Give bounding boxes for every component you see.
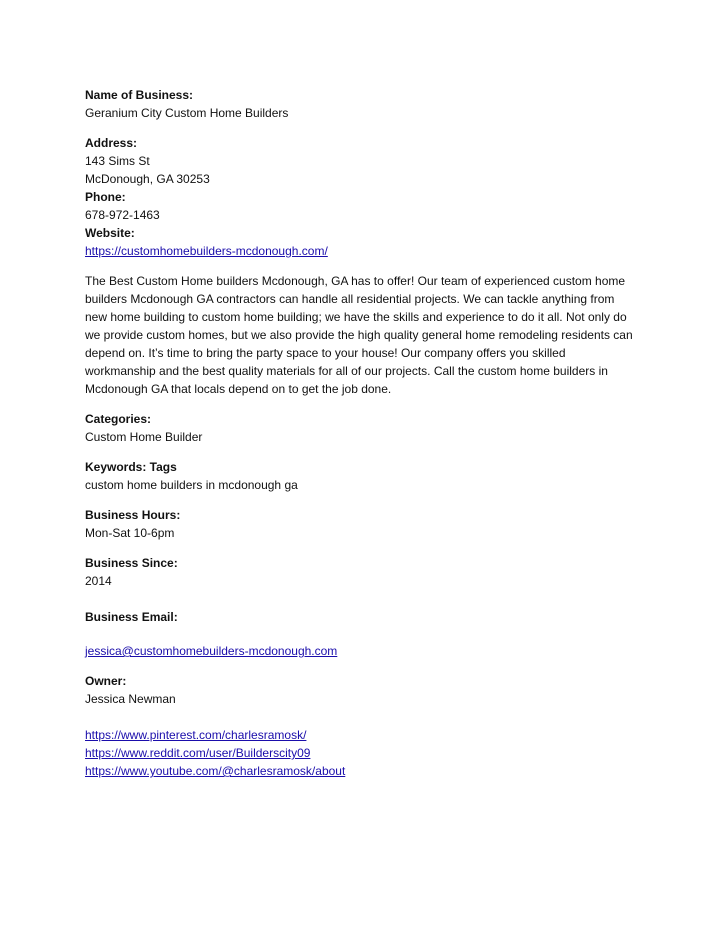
business-name-label: Name of Business: bbox=[85, 88, 194, 102]
social-links bbox=[85, 726, 637, 780]
youtube-link[interactable]: https://www.youtube.com/@charlesramosk/about bbox=[85, 764, 346, 778]
business-listing bbox=[85, 86, 637, 780]
categories-value: Custom Home Builder bbox=[85, 430, 203, 444]
business-hours-value: Mon-Sat 10-6pm bbox=[85, 526, 175, 540]
phone-number: 678-972-1463 bbox=[85, 208, 160, 222]
categories-label: Categories: bbox=[85, 412, 152, 426]
business-since-label: Business Since: bbox=[85, 556, 178, 570]
reddit-link[interactable]: https://www.reddit.com/user/Builderscity09 bbox=[85, 746, 311, 760]
pinterest-link[interactable]: https://www.pinterest.com/charlesramosk/ bbox=[85, 728, 307, 742]
keywords-label: Keywords: Tags bbox=[85, 460, 177, 474]
business-email-link[interactable]: jessica@customhomebuilders-mcdonough.com bbox=[85, 644, 338, 658]
keywords-value: custom home builders in mcdonough ga bbox=[85, 478, 298, 492]
phone-label: Phone: bbox=[85, 190, 126, 204]
owner-name: Jessica Newman bbox=[85, 692, 176, 706]
business-since-value: 2014 bbox=[85, 574, 112, 588]
business-hours-label: Business Hours: bbox=[85, 508, 181, 522]
address-line-2: McDonough, GA 30253 bbox=[85, 172, 210, 186]
business-description: The Best Custom Home builders Mcdonough, GA has to offer! Our team of experienced custom home builders Mcdonough GA contractors can handle all residential projects. We can tackle anything from new home building to custom home building; we have the skills and experience to do it all. Not only do we provide custom homes, but we also provide the high quality general home remodeling residents can depend on. It’s time to bring the party space to your house! Our company offers you skilled workmanship and the best quality materials for all of our projects. Call the custom home builders in Mcdonough GA that locals depend on to get the job done. bbox=[85, 274, 633, 396]
owner-label: Owner: bbox=[85, 674, 127, 688]
website-link[interactable]: https://customhomebuilders-mcdonough.com/ bbox=[85, 244, 328, 258]
business-name: Geranium City Custom Home Builders bbox=[85, 106, 289, 120]
business-email-label: Business Email: bbox=[85, 610, 178, 624]
website-label: Website: bbox=[85, 226, 135, 240]
address-label: Address: bbox=[85, 136, 138, 150]
address-line-1: 143 Sims St bbox=[85, 154, 150, 168]
